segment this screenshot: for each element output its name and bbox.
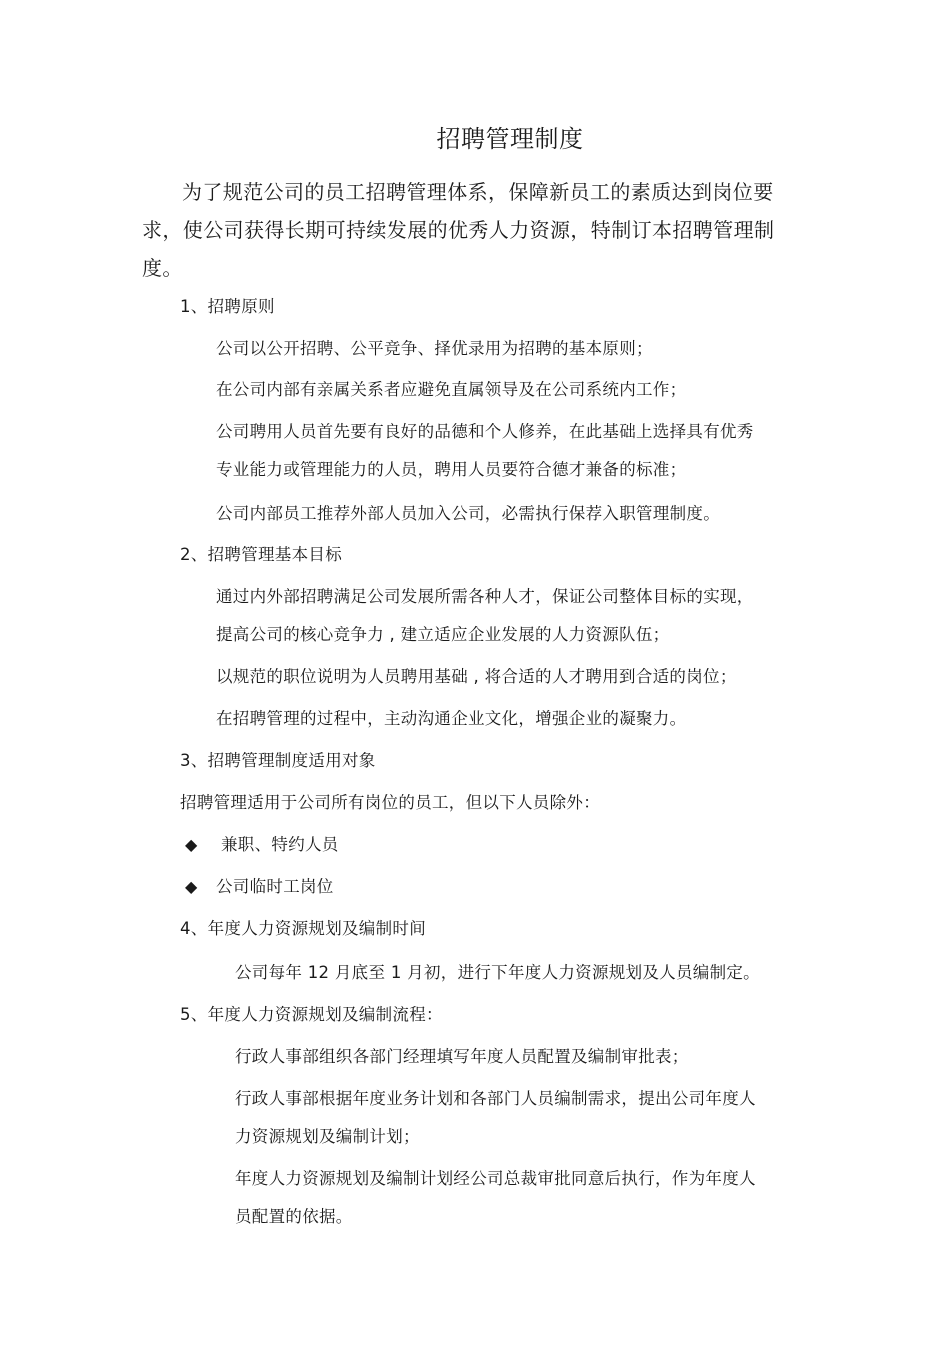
section-1-line: 在公司内部有亲属关系者应避免直属领导及在公司系统内工作； [216, 380, 687, 399]
document-title: 招聘管理制度 [436, 125, 584, 153]
section-1-line: 公司内部员工推荐外部人员加入公司，必需执行保荐入职管理制度。 [216, 504, 720, 523]
section-heading-3: 3、招聘管理制度适用对象 [180, 751, 376, 770]
section-2-line: 提高公司的核心竞争力 , 建立适应企业发展的人力资源队伍； [216, 625, 670, 644]
bullet-item: 公司临时工岗位 [216, 877, 334, 896]
section-1-line: 专业能力或管理能力的人员，聘用人员要符合德才兼备的标准； [216, 460, 687, 479]
section-5-line: 年度人力资源规划及编制计划经公司总裁审批同意后执行，作为年度人 [235, 1169, 756, 1188]
section-1-line: 公司以公开招聘、公平竞争、择优录用为招聘的基本原则； [216, 339, 653, 358]
diamond-bullet-icon: ◆ [185, 877, 198, 896]
section-2-line: 通过内外部招聘满足公司发展所需各种人才，保证公司整体目标的实现， [216, 587, 754, 606]
section-2-line: 在招聘管理的过程中，主动沟通企业文化，增强企业的凝聚力。 [216, 709, 687, 728]
section-heading-5: 5、年度人力资源规划及编制流程： [180, 1005, 443, 1024]
section-heading-1: 1、招聘原则 [180, 297, 275, 316]
section-4-line: 公司每年 12 月底至 1 月初，进行下年度人力资源规划及人员编制定。 [235, 963, 760, 982]
bullet-item: 兼职、特约人员 [221, 835, 339, 854]
section-3-line: 招聘管理适用于公司所有岗位的员工，但以下人员除外： [180, 793, 600, 812]
diamond-bullet-icon: ◆ [185, 835, 198, 854]
section-heading-2: 2、招聘管理基本目标 [180, 545, 342, 564]
section-5-line: 员配置的依据。 [235, 1207, 353, 1226]
intro-paragraph: 为了规范公司的员工招聘管理体系，保障新员工的素质达到岗位要求，使公司获得长期可持续发展的优秀人力资源，特制订本招聘管理制度。 [142, 180, 775, 280]
section-5-line: 行政人事部组织各部门经理填写年度人员配置及编制审批表； [235, 1047, 689, 1066]
section-1-line: 公司聘用人员首先要有良好的品德和个人修养，在此基础上选择具有优秀 [216, 422, 754, 441]
section-heading-4: 4、年度人力资源规划及编制时间 [180, 919, 426, 938]
section-5-line: 行政人事部根据年度业务计划和各部门人员编制需求，提出公司年度人 [235, 1089, 756, 1108]
section-5-line: 力资源规划及编制计划； [235, 1127, 420, 1146]
section-2-line: 以规范的职位说明为人员聘用基础 , 将合适的人才聘用到合适的岗位； [216, 667, 737, 686]
